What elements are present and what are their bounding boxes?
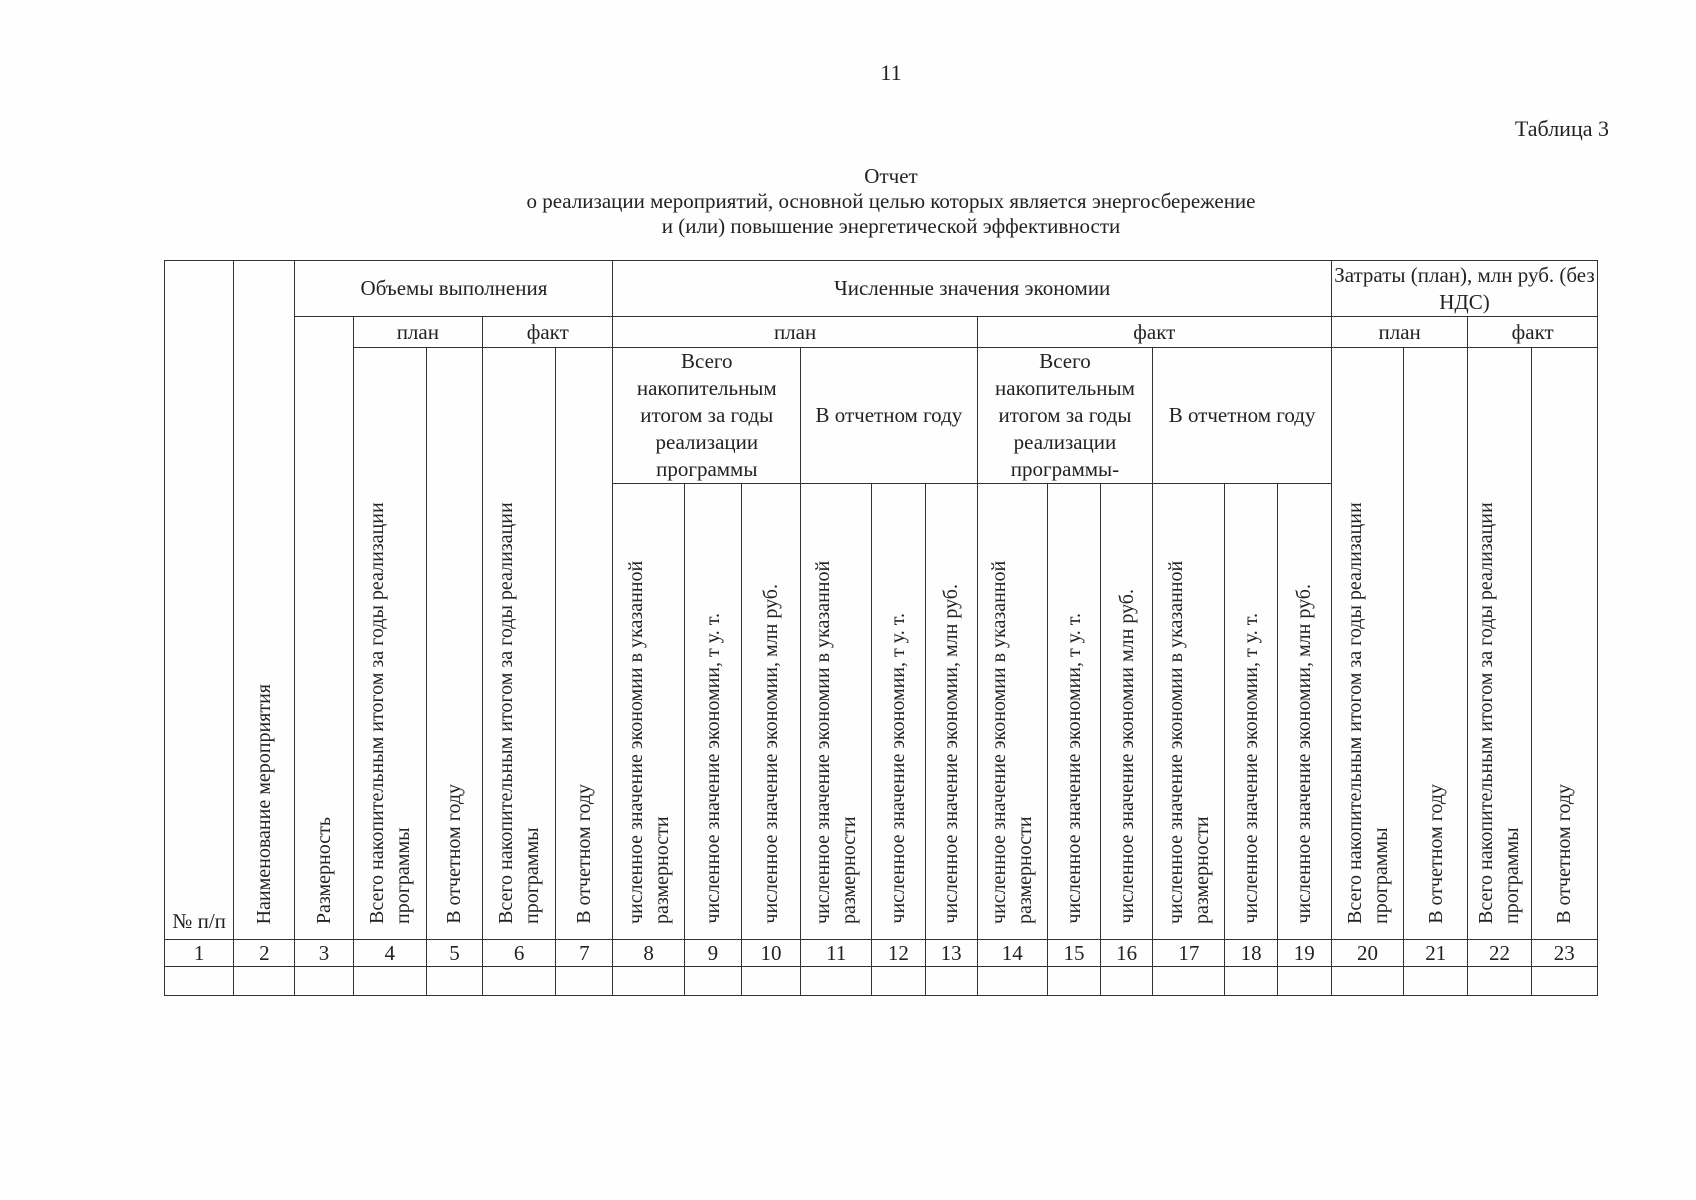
header-unit-text: Размерность: [313, 816, 336, 924]
header-col14-text: численное значение экономии в указанной размерности: [988, 560, 1037, 924]
empty-cell: [1404, 967, 1468, 996]
header-col10: [741, 484, 800, 940]
header-col16-text: численное значение экономии млн руб.: [1115, 589, 1138, 924]
header-fact-cumulative: Всего накопительным итогом за годы реализации программы-: [977, 348, 1153, 484]
header-col9: [684, 484, 741, 940]
column-number-row: [165, 940, 1598, 967]
header-costs: Затраты (план), млн руб. (без НДС): [1331, 261, 1597, 317]
header-col13: [925, 484, 977, 940]
header-col12: [872, 484, 925, 940]
empty-cell: [483, 967, 556, 996]
header-col8-text: численное значение экономии в указанной размерности: [624, 560, 673, 924]
header-col4-text: Всего накопительным итогом за годы реализации программы: [365, 502, 414, 924]
col-number: 17: [1153, 940, 1225, 967]
header-savings-fact: факт: [977, 317, 1331, 348]
col-number: 22: [1468, 940, 1531, 967]
header-col17-text: численное значение экономии в указанной размерности: [1164, 560, 1213, 924]
col-number: 5: [426, 940, 482, 967]
header-col7-text: В отчетном году: [573, 784, 596, 924]
header-costs-fact: факт: [1468, 317, 1598, 348]
header-col19-text: численное значение экономии, млн руб.: [1293, 584, 1316, 924]
header-name: [234, 261, 295, 940]
col-number: 7: [556, 940, 613, 967]
empty-cell: [977, 967, 1047, 996]
col-number: 15: [1047, 940, 1100, 967]
header-volumes-fact: факт: [483, 317, 613, 348]
empty-cell: [353, 967, 426, 996]
empty-cell: [1047, 967, 1100, 996]
empty-cell: [613, 967, 684, 996]
col-number: 19: [1277, 940, 1331, 967]
col-number: 20: [1331, 940, 1403, 967]
header-plan-reporting: В отчетном году: [801, 348, 978, 484]
empty-cell: [1225, 967, 1277, 996]
header-col5: [426, 348, 482, 940]
empty-cell: [295, 967, 353, 996]
empty-cell: [925, 967, 977, 996]
header-col23: [1531, 348, 1597, 940]
col-number: 21: [1404, 940, 1468, 967]
empty-cell: [872, 967, 925, 996]
header-savings-plan: план: [613, 317, 977, 348]
header-col15: [1047, 484, 1100, 940]
col-number: 10: [741, 940, 800, 967]
header-name-text: Наименование мероприятия: [253, 683, 276, 924]
empty-cell: [556, 967, 613, 996]
header-col21-text: В отчетном году: [1424, 784, 1447, 924]
header-plan-cumulative: Всего накопительным итогом за годы реализации программы: [613, 348, 801, 484]
header-col20-text: Всего накопительным итогом за годы реализации программы: [1343, 502, 1392, 924]
empty-data-row: [165, 967, 1598, 996]
header-volumes-plan: план: [353, 317, 482, 348]
header-col22-text: Всего накопительным итогом за годы реализации программы: [1475, 502, 1524, 924]
col-number: 2: [234, 940, 295, 967]
empty-cell: [234, 967, 295, 996]
empty-cell: [741, 967, 800, 996]
page-number: 11: [880, 60, 902, 85]
header-col8: [613, 484, 684, 940]
col-number: 16: [1101, 940, 1153, 967]
header-col6-text: Всего накопительным итогом за годы реализации программы: [495, 502, 544, 924]
col-number: 9: [684, 940, 741, 967]
header-col12-text: численное значение экономии, т у. т.: [887, 613, 910, 924]
header-col4: [353, 348, 426, 940]
title-line-2: о реализации мероприятий, основной целью которых является энергосбережение: [526, 189, 1256, 213]
header-col10-text: численное значение экономии, млн руб.: [760, 584, 782, 924]
header-col14: [977, 484, 1047, 940]
empty-cell: [165, 967, 234, 996]
header-col18-text: численное значение экономии, т у. т.: [1240, 613, 1263, 924]
col-number: 13: [925, 940, 977, 967]
header-col5-text: В отчетном году: [443, 784, 466, 924]
header-col16: [1101, 484, 1153, 940]
report-table: [164, 260, 1598, 996]
header-col6: [483, 348, 556, 940]
empty-cell: [801, 967, 872, 996]
header-row-groups: [165, 261, 1598, 317]
col-number: 4: [353, 940, 426, 967]
table-label: Таблица 3: [1514, 116, 1609, 141]
header-col20: [1331, 348, 1403, 940]
report-title: [300, 164, 1482, 239]
header-col21: [1404, 348, 1468, 940]
title-line-1: Отчет: [864, 164, 918, 188]
header-costs-plan: план: [1331, 317, 1467, 348]
header-col23-text: В отчетном году: [1553, 784, 1576, 924]
col-number: 8: [613, 940, 684, 967]
col-number: 3: [295, 940, 353, 967]
header-col22: [1468, 348, 1531, 940]
header-row-subgroups: [165, 348, 1598, 484]
col-number: 18: [1225, 940, 1277, 967]
header-col9-text: численное значение экономии, т у. т.: [701, 613, 724, 924]
header-col18: [1225, 484, 1277, 940]
header-row-plan-fact: [165, 317, 1598, 348]
header-npp: № п/п: [165, 261, 234, 940]
header-col7: [556, 348, 613, 940]
col-number: 14: [977, 940, 1047, 967]
header-volumes: Объемы выполнения: [295, 261, 613, 317]
empty-cell: [1101, 967, 1153, 996]
col-number: 1: [165, 940, 234, 967]
col-number: 23: [1531, 940, 1597, 967]
header-fact-reporting: В отчетном году: [1153, 348, 1332, 484]
header-unit: [295, 317, 353, 940]
col-number: 11: [801, 940, 872, 967]
empty-cell: [1531, 967, 1597, 996]
col-number: 12: [872, 940, 925, 967]
header-col13-text: численное значение экономии, млн руб.: [940, 584, 963, 924]
header-col17: [1153, 484, 1225, 940]
empty-cell: [426, 967, 482, 996]
col-number: 6: [483, 940, 556, 967]
header-col11-text: численное значение экономии в указанной размерности: [812, 560, 861, 924]
header-col15-text: численное значение экономии, т у. т.: [1062, 613, 1085, 924]
title-line-3: и (или) повышение энергетической эффективности: [661, 214, 1121, 238]
header-col11: [801, 484, 872, 940]
empty-cell: [684, 967, 741, 996]
empty-cell: [1331, 967, 1403, 996]
header-savings: Численные значения экономии: [613, 261, 1331, 317]
empty-cell: [1468, 967, 1531, 996]
empty-cell: [1277, 967, 1331, 996]
header-col19: [1277, 484, 1331, 940]
empty-cell: [1153, 967, 1225, 996]
